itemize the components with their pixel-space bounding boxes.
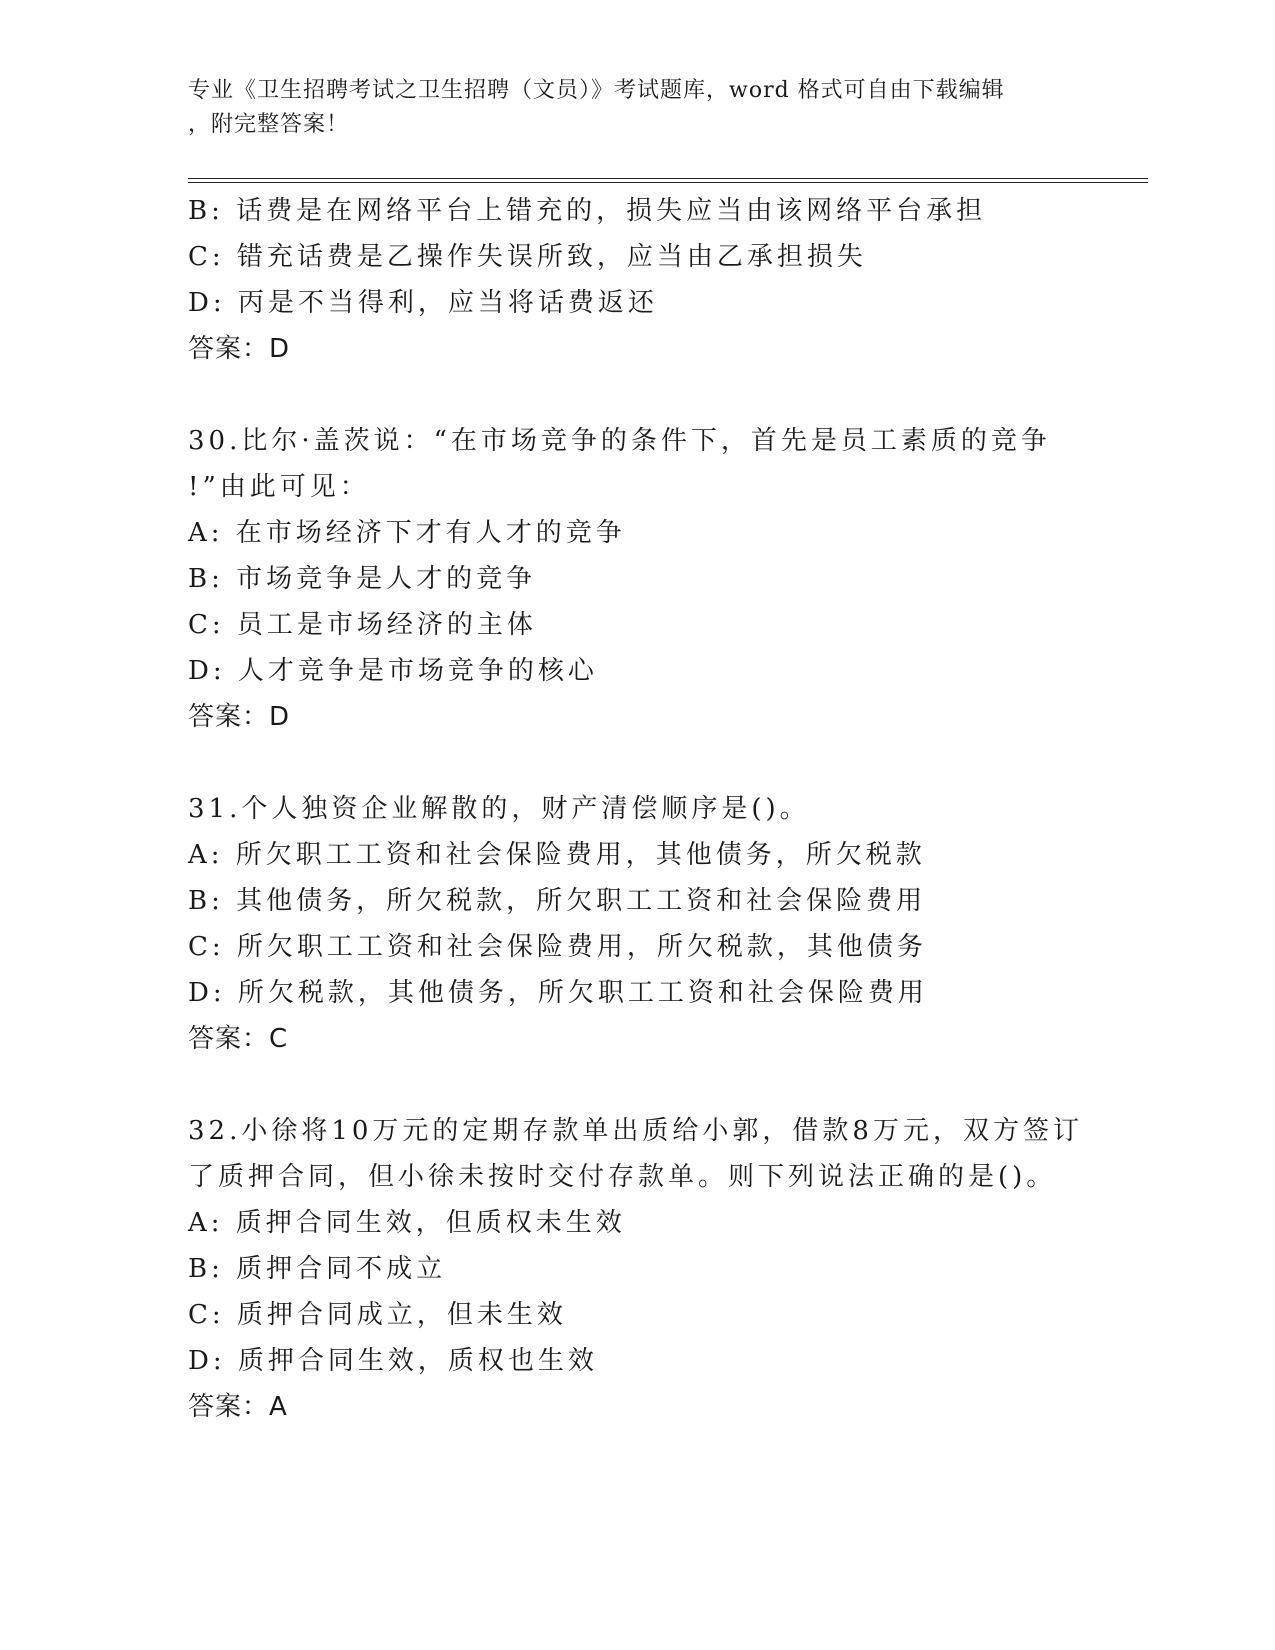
answer-line: 答案：A <box>188 1392 288 1422</box>
answer-line: 答案：D <box>188 334 291 364</box>
question-stem-cont: 了质押合同，但小徐未按时交付存款单。则下列说法正确的是()。 <box>188 1162 1057 1192</box>
option-d: D: 丙是不当得利，应当将话费返还 <box>188 288 658 318</box>
spacer <box>188 740 1118 786</box>
spacer <box>188 372 1118 418</box>
question-30 <box>188 418 1118 740</box>
question-31 <box>188 786 1118 1062</box>
answer-line: 答案：D <box>188 702 291 732</box>
option-d: D: 人才竞争是市场竞争的核心 <box>188 656 598 686</box>
question-stem: 32.小徐将10万元的定期存款单出质给小郭，借款8万元，双方签订 <box>188 1116 1083 1146</box>
document-header <box>188 74 1068 142</box>
option-a: A: 在市场经济下才有人才的竞争 <box>188 518 626 548</box>
option-d: D: 所欠税款，其他债务，所欠职工工资和社会保险费用 <box>188 978 928 1008</box>
option-c: C: 质押合同成立，但未生效 <box>188 1300 567 1330</box>
option-b: B: 其他债务，所欠税款，所欠职工工资和社会保险费用 <box>188 886 927 916</box>
previous-question <box>188 188 1118 372</box>
option-b: B: 市场竞争是人才的竞争 <box>188 564 537 594</box>
option-c: C: 所欠职工工资和社会保险费用，所欠税款，其他债务 <box>188 932 927 962</box>
question-stem-cont: !”由此可见： <box>188 472 370 502</box>
question-stem: 31.个人独资企业解散的，财产清偿顺序是()。 <box>188 794 810 824</box>
header-divider-top <box>188 178 1148 179</box>
header-line-1: 专业《卫生招聘考试之卫生招聘（文员）》考试题库，word 格式可自由下载编辑 <box>188 78 1005 103</box>
spacer <box>188 1062 1118 1108</box>
question-list <box>188 188 1118 1430</box>
header-line-2: ，附完整答案！ <box>188 112 350 137</box>
option-a: A: 质押合同生效，但质权未生效 <box>188 1208 626 1238</box>
option-b: B: 话费是在网络平台上错充的，损失应当由该网络平台承担 <box>188 196 987 226</box>
answer-line: 答案：C <box>188 1024 289 1054</box>
option-c: C: 错充话费是乙操作失误所致，应当由乙承担损失 <box>188 242 867 272</box>
option-b: B: 质押合同不成立 <box>188 1254 447 1284</box>
question-32 <box>188 1108 1118 1430</box>
question-stem: 30.比尔·盖茨说：“在市场竞争的条件下，首先是员工素质的竞争 <box>188 426 1051 456</box>
option-d: D: 质押合同生效，质权也生效 <box>188 1346 598 1376</box>
option-a: A: 所欠职工工资和社会保险费用，其他债务，所欠税款 <box>188 840 926 870</box>
header-divider-bottom <box>188 182 1148 183</box>
option-c: C: 员工是市场经济的主体 <box>188 610 537 640</box>
